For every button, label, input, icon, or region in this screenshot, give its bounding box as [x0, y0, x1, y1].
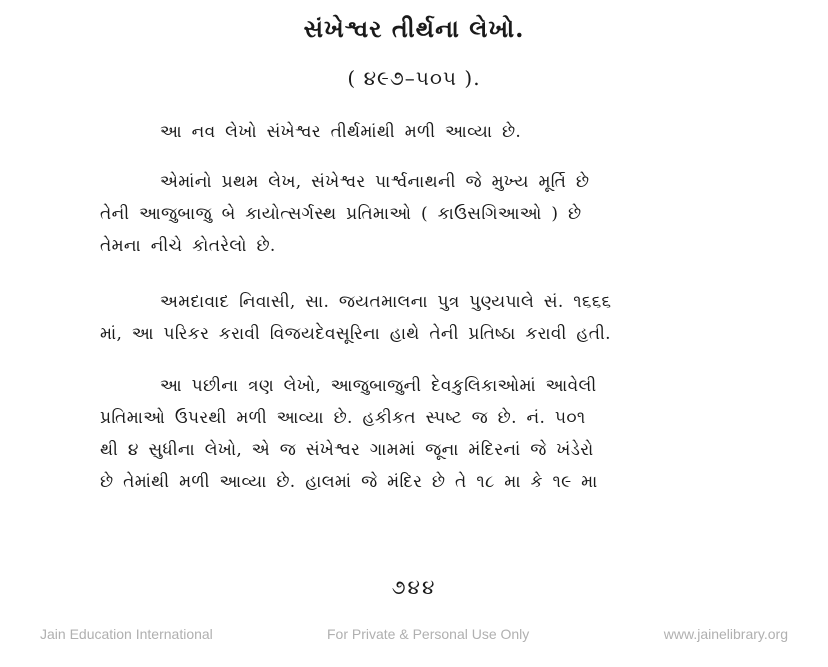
footer	[0, 626, 828, 646]
paragraph-3	[100, 286, 745, 350]
footer-publisher: Jain Education International	[40, 626, 213, 642]
paragraph-line: તેમના નીચે કોતરેલો છે.	[100, 236, 276, 256]
paragraph-line: થી ૪ સુધીના લેખો, એ જ સંખેશ્વર ગામમાં જૂના મંદિરનાં જે ખંડેરો	[100, 440, 594, 460]
paragraph-1	[100, 116, 745, 148]
paragraph-2	[100, 166, 745, 262]
footer-usage-notice: For Private & Personal Use Only	[327, 626, 530, 642]
page-title: સંખેશ્વર તીર્થના લેખો.	[303, 14, 525, 43]
paragraph-4	[100, 370, 745, 498]
footer-website-link[interactable]: www.jainelibrary.org	[663, 626, 788, 642]
paragraph-line: છે તેમાંથી મળી આવ્યા છે. હાલમાં જે મંદિર છે તે ૧૮ મા કે ૧૯ મા	[100, 472, 598, 492]
paragraph-line: અમદાવાદ નિવાસી, સા. જયતમાલના પુત્ર પુણ્યપાલે સં. ૧૬૬૬	[160, 292, 612, 312]
page-number: ૭૪૪	[391, 575, 437, 599]
paragraph-line: માં, આ પરિકર કરાવી વિજયદેવસૂરિના હાથે તેની પ્રતિષ્ઠા કરાવી હતી.	[100, 324, 611, 344]
page-subtitle: ( ૪૯૭–૫૦૫ ).	[347, 66, 481, 90]
paragraph-line: આ પછીના ત્રણ લેખો, આજુબાજુની દેવકુલિકાઓમાં આવેલી	[160, 376, 597, 396]
paragraph-line: આ નવ લેખો સંખેશ્વર તીર્થમાંથી મળી આવ્યા છે.	[160, 122, 522, 142]
paragraph-line: તેની આજુબાજુ બે કાયોત્સર્ગસ્થ પ્રતિમાઓ ( કાઉસગિઆઓ ) છે	[100, 204, 582, 224]
paragraph-line: એમાંનો પ્રથમ લેખ, સંખેશ્વર પાર્શ્વનાથની જે મુખ્ય મૂર્તિ છે	[160, 172, 590, 192]
paragraph-line: પ્રતિમાઓ ઉપરથી મળી આવ્યા છે. હકીકત સ્પષ્ટ જ છે. નં. ૫૦૧	[100, 408, 586, 428]
